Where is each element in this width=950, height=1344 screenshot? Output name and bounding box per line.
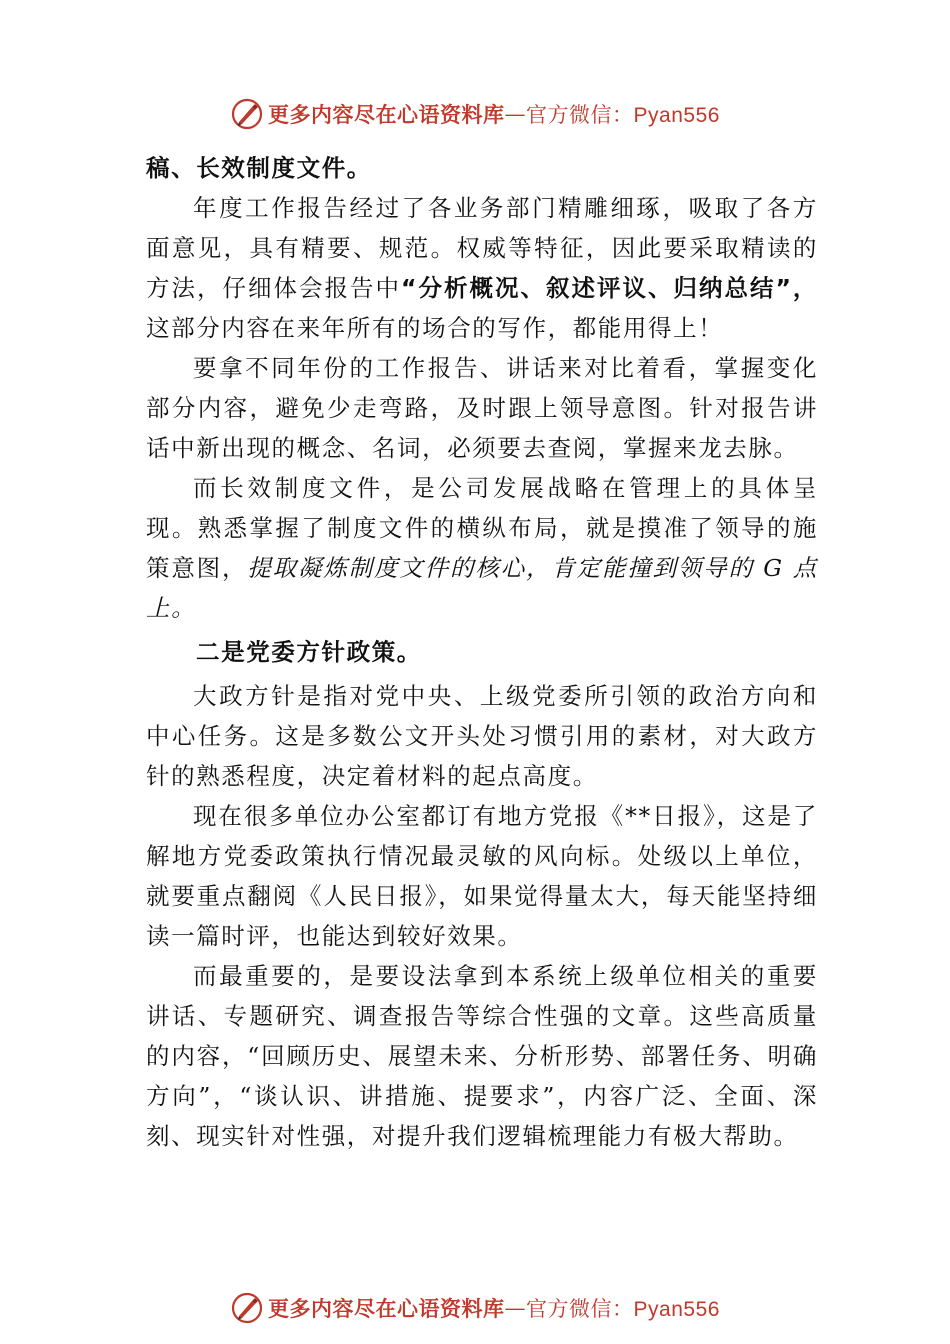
paragraph-annual-report-bold: “分析概况、叙述评议、归纳总结”， [401, 274, 819, 302]
brand-dash: — [504, 102, 527, 126]
paragraph-important-speeches: 而最重要的，是要设法拿到本系统上级单位相关的重要讲话、专题研究、调查报告等综合性强的文章。这些高质量的内容，“回顾历史、展望未来、分析形势、部署任务、明确方向”，“谈认识、讲措施、提要求”，内容广泛、全面、深刻、现实针对性强，对提升我们逻辑梳理能力有极大帮助。 [146, 962, 818, 1150]
contact-wechat: 官方微信：Pyan556 [526, 1298, 720, 1321]
paragraph-continuation: 稿、长效制度文件。 [146, 154, 372, 182]
footer-watermark [0, 1286, 950, 1330]
section-heading: 二是党委方针政策。 [196, 638, 422, 666]
header-watermark [0, 92, 950, 136]
paragraph-compare-years: 要拿不同年份的工作报告、讲话来对比着看，掌握变化部分内容，避免少走弯路，及时跟上领导意图。针对报告讲话中新出现的概念、名词，必须要去查阅，掌握来龙去脉。 [146, 354, 818, 462]
brand-name: 更多内容尽在心语资料库 [268, 1296, 505, 1321]
contact-wechat: 官方微信：Pyan556 [526, 104, 720, 127]
paragraph-policy: 大政方针是指对党中央、上级党委所引领的政治方向和中心任务。这是多数公文开头处习惯引用的素材，对大政方针的熟悉程度，决定着材料的起点高度。 [146, 682, 818, 790]
paragraph-long-term-docs [146, 468, 818, 628]
paragraph-annual-report-tail: 这部分内容在来年所有的场合的写作，都能用得上！ [146, 314, 724, 342]
pen-circle-logo-icon [230, 1291, 264, 1325]
pen-circle-logo-icon [230, 97, 264, 131]
paragraph-party-paper: 现在很多单位办公室都订有地方党报《**日报》，这是了解地方党委政策执行情况最灵敏的风向标。处级以上单位，就要重点翻阅《人民日报》，如果觉得量太大，每天能坚持细读一篇时评，也能达到较好效果。 [146, 802, 818, 950]
brand-dash: — [504, 1296, 527, 1320]
paragraph-annual-report [146, 188, 818, 348]
brand-name: 更多内容尽在心语资料库 [268, 102, 505, 127]
paragraph-long-term-docs-text: 而长效制度文件，是公司发展战略在管理上的具体呈现。熟悉掌握了制度文件的横纵布局，就是摸准了领导的施策意图， [146, 474, 818, 582]
paragraph-annual-report-text: 年度工作报告经过了各业务部门精雕细琢，吸取了各方面意见，具有精要、规范。权威等特征，因此要采取精读的方法，仔细体会报告中 [146, 194, 818, 302]
document-body [146, 148, 818, 1156]
paragraph-long-term-docs-italic: 提取凝炼制度文件的核心，肯定能撞到领导的 G 点上。 [146, 554, 818, 622]
